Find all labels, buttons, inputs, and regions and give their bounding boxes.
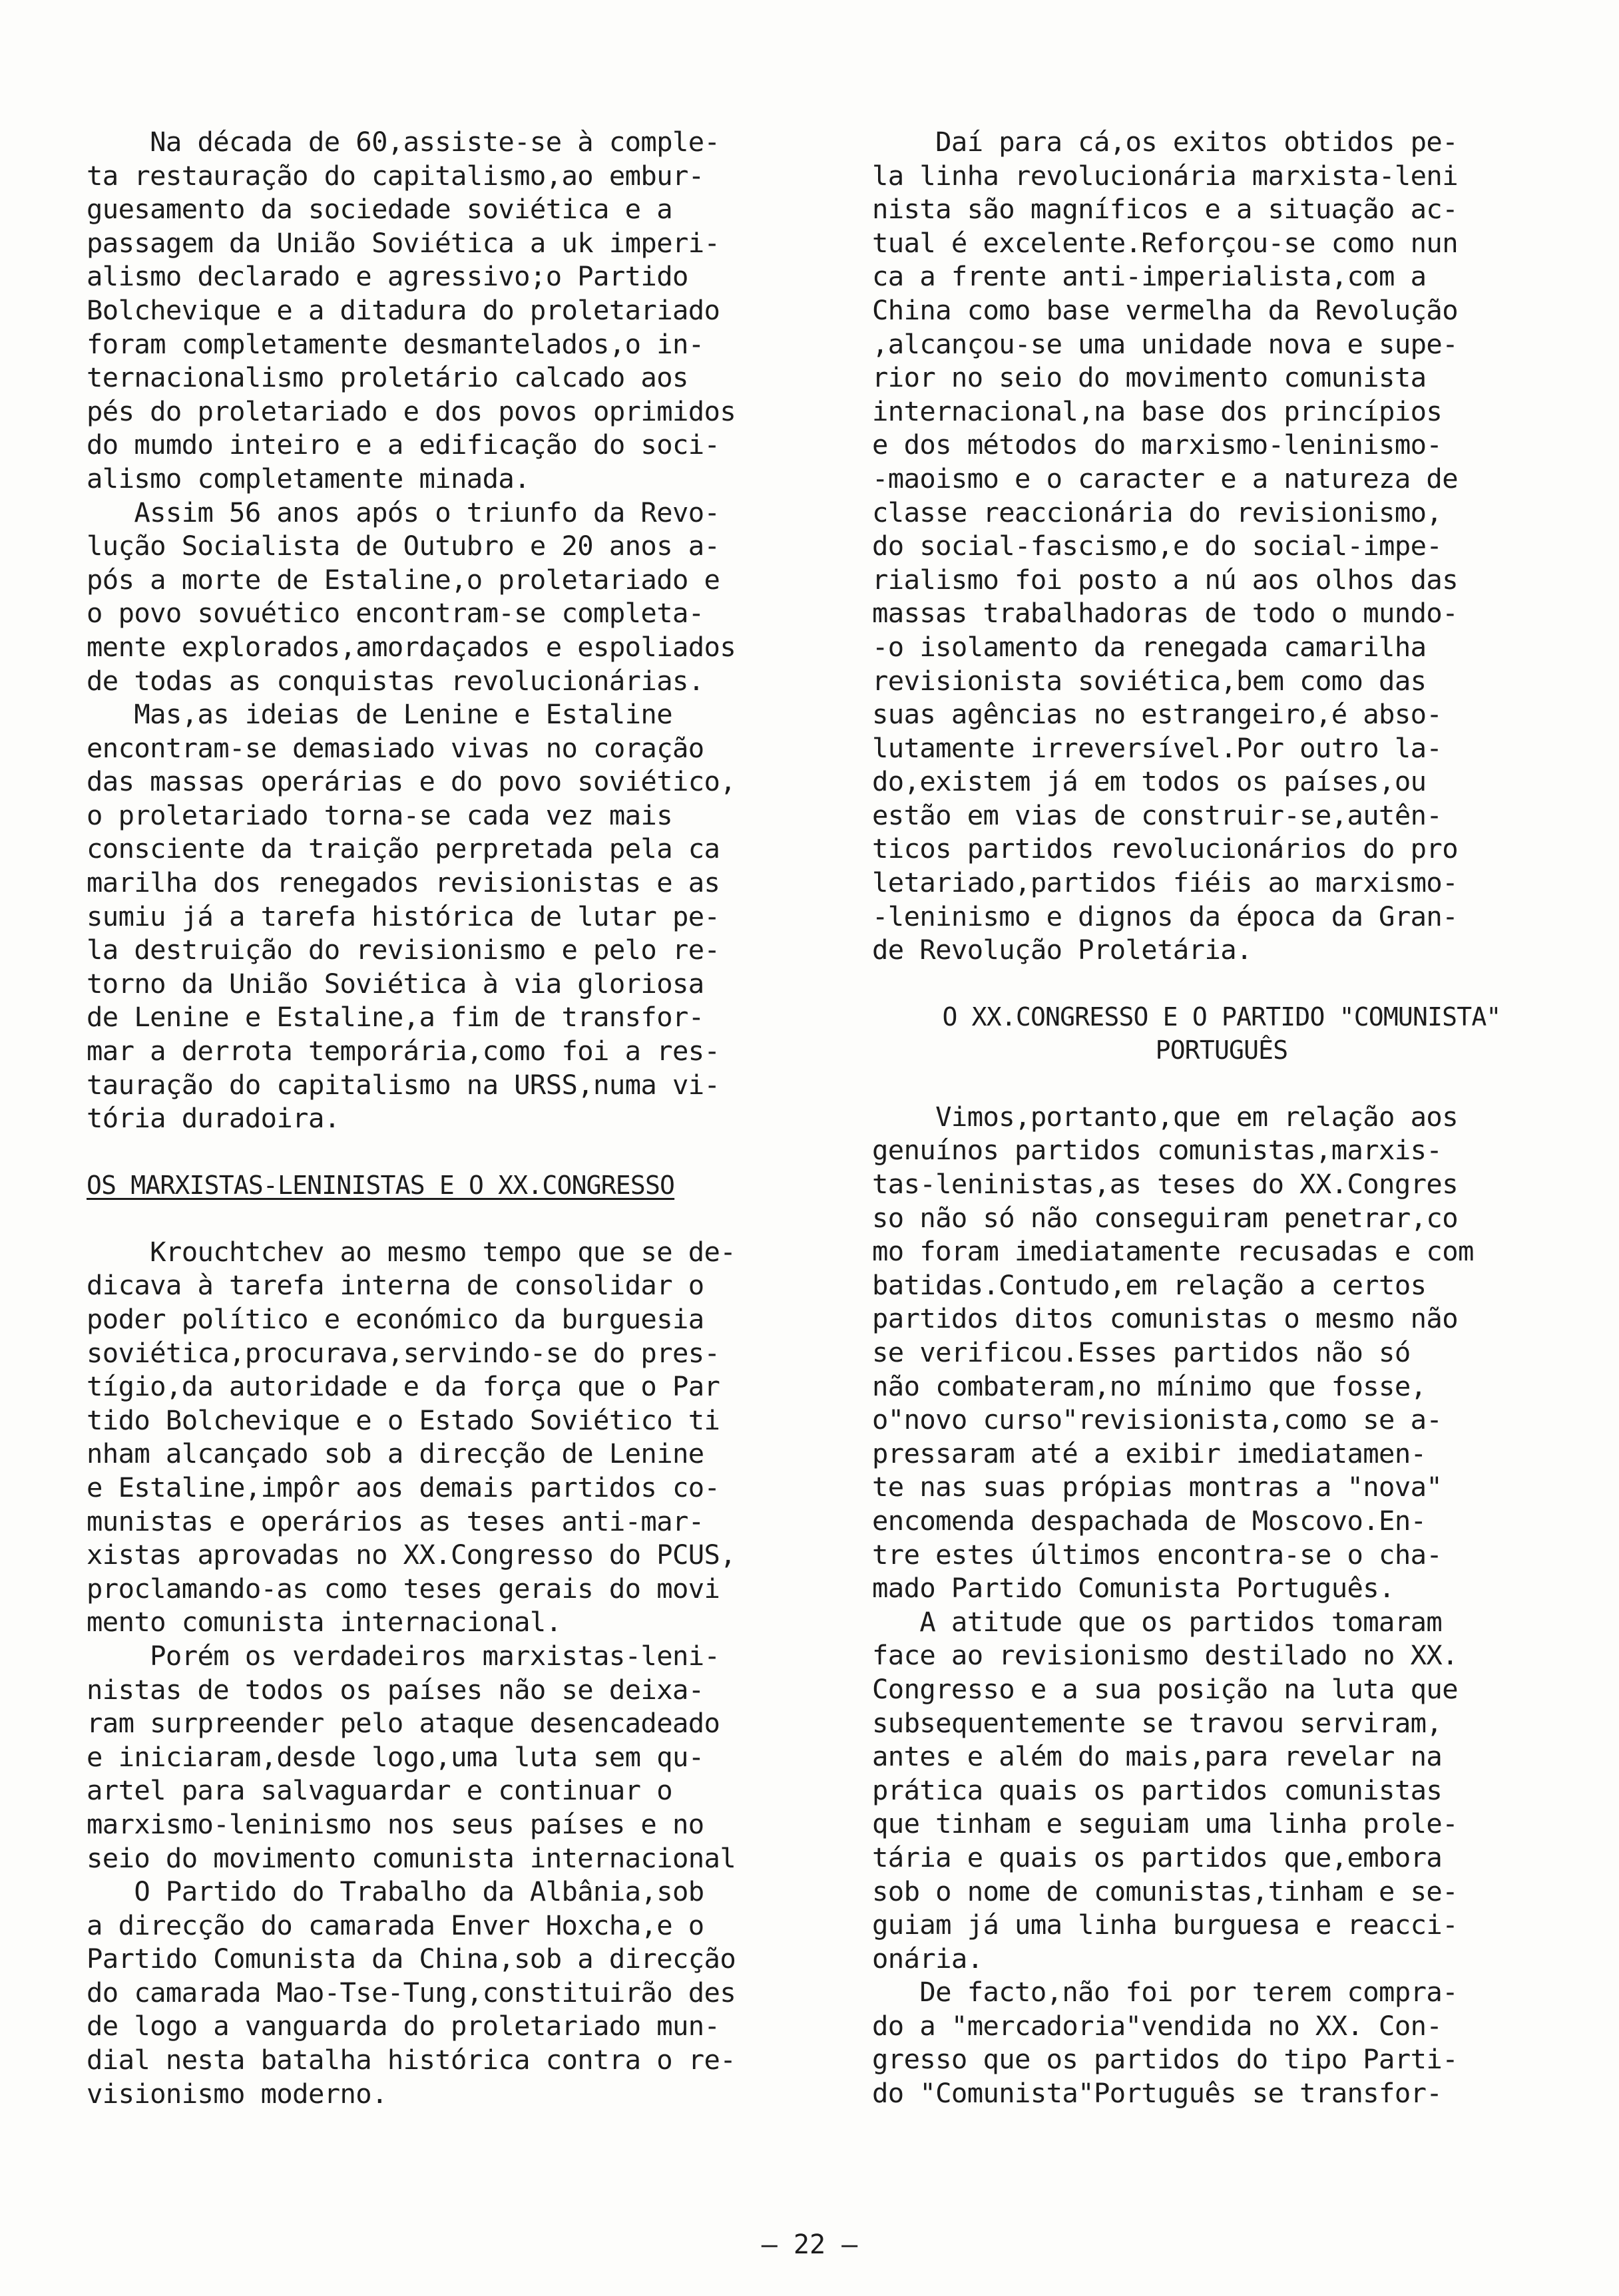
- text-line: munistas e operários as teses anti-mar-: [87, 1505, 704, 1537]
- text-line: visionismo moderno.: [87, 2077, 387, 2110]
- text-line: o proletariado torna-se cada vez mais: [87, 799, 672, 831]
- paragraph: [87, 1639, 786, 1875]
- text-line: do camarada Mao-Tse-Tung,constituirão des: [87, 1976, 736, 2009]
- text-line: passagem da União Soviética a uk imperi-: [87, 226, 720, 259]
- text-line: e Estaline,impôr aos demais partidos co-: [87, 1471, 720, 1503]
- text-line: -o isolamento da renegada camarilha: [872, 630, 1427, 663]
- text-line: rialismo foi posto a nú aos olhos das: [872, 563, 1458, 596]
- text-line: China como base vermelha da Revolução: [872, 293, 1458, 326]
- text-line: encomenda despachada de Moscovo.En-: [872, 1504, 1427, 1537]
- text-line: letariado,partidos fiéis ao marxismo-: [872, 866, 1458, 899]
- text-line: ticos partidos revolucionários do pro: [872, 833, 1458, 865]
- text-line: tória duradoira.: [87, 1102, 340, 1135]
- text-line: la linha revolucionária marxista-leni: [872, 159, 1458, 192]
- text-line: o"novo curso"revisionista,como se a-: [872, 1404, 1443, 1436]
- text-line: do social-fascismo,e do social-impe-: [872, 530, 1443, 562]
- paragraph: [87, 1235, 786, 1639]
- text-line: o povo sovuético encontram-se completa-: [87, 597, 704, 630]
- text-line: dicava à tarefa interna de consolidar o: [87, 1269, 704, 1302]
- text-line: dial nesta batalha histórica contra o re-: [87, 2044, 736, 2076]
- text-line: nistas de todos os países não se deixa-: [87, 1673, 704, 1706]
- text-line: Bolchevique e a ditadura do proletariado: [87, 293, 720, 326]
- text-line: Mas,as ideias de Lenine e Estaline: [87, 698, 672, 731]
- text-line: mado Partido Comunista Português.: [872, 1572, 1395, 1605]
- text-line: consciente da traição perpretada pela ca: [87, 833, 720, 865]
- text-line: A atitude que os partidos tomaram: [872, 1605, 1443, 1638]
- text-line: sumiu já a tarefa histórica de lutar pe-: [87, 900, 720, 932]
- text-line: so não só não conseguiram penetrar,co: [872, 1201, 1458, 1234]
- text-line: pressaram até a exibir imediatamen-: [872, 1437, 1427, 1469]
- text-line: do a "mercadoria"vendida no XX. Con-: [872, 2009, 1443, 2042]
- text-line: do mumdo inteiro e a edificação do soci-: [87, 429, 720, 461]
- text-line: De facto,não foi por terem compra-: [872, 1976, 1458, 2009]
- text-line: subsequentemente se travou serviram,: [872, 1706, 1443, 1739]
- text-line: ta restauração do capitalismo,ao embur-: [87, 159, 704, 192]
- text-line: de todas as conquistas revolucionárias.: [87, 664, 704, 697]
- text-line: que tinham e seguiam uma linha prole-: [872, 1808, 1458, 1840]
- text-line: nista são magníficos e a situação ac-: [872, 193, 1458, 226]
- text-line: estão em vias de construir-se,autên-: [872, 799, 1443, 831]
- text-line: de Revolução Proletária.: [872, 934, 1252, 966]
- section-heading-pcp-line2: PORTUGUÊS: [1155, 1035, 1288, 1065]
- text-line: não combateram,no mínimo que fosse,: [872, 1370, 1427, 1402]
- paragraph: [872, 1975, 1571, 2110]
- text-line: -maoismo e o caracter e a natureza de: [872, 462, 1458, 494]
- text-line: Krouchtchev ao mesmo tempo que se de-: [87, 1235, 736, 1268]
- text-line: tauração do capitalismo na URSS,numa vi-: [87, 1068, 720, 1101]
- text-line: Na década de 60,assiste-se à comple-: [87, 126, 720, 158]
- text-line: antes e além do mais,para revelar na: [872, 1740, 1443, 1773]
- text-line: marilha dos renegados revisionistas e as: [87, 866, 720, 899]
- right-column: [872, 125, 1571, 2110]
- text-line: guiam já uma linha burguesa e reacci-: [872, 1909, 1458, 1941]
- text-line: de logo a vanguarda do proletariado mun-: [87, 2010, 720, 2042]
- text-line: alismo declarado e agressivo;o Partido: [87, 260, 688, 293]
- text-line: foram completamente desmantelados,o in-: [87, 327, 704, 360]
- text-line: pós a morte de Estaline,o proletariado e: [87, 563, 720, 596]
- text-line: mo foram imediatamente recusadas e com: [872, 1235, 1474, 1268]
- text-line: rior no seio do movimento comunista: [872, 361, 1427, 394]
- text-line: massas trabalhadoras de todo o mundo-: [872, 597, 1458, 630]
- text-line: mente explorados,amordaçados e espoliados: [87, 630, 736, 663]
- text-line: genuínos partidos comunistas,marxis-: [872, 1134, 1443, 1167]
- text-line: marxismo-leninismo nos seus países e no: [87, 1808, 704, 1840]
- text-line: te nas suas própias montras a "nova": [872, 1471, 1443, 1503]
- text-line: tual é excelente.Reforçou-se como nun: [872, 226, 1458, 259]
- text-line: sob o nome de comunistas,tinham e se-: [872, 1875, 1458, 1907]
- section-heading-marxistas: OS MARXISTAS-LENINISTAS E O XX.CONGRESSO: [87, 1170, 675, 1200]
- text-line: mar a derrota temporária,como foi a res-: [87, 1035, 720, 1067]
- text-line: revisionista soviética,bem como das: [872, 664, 1427, 697]
- text-line: torno da União Soviética à via gloriosa: [87, 967, 704, 1000]
- paragraph: [87, 1875, 786, 2110]
- text-line: de Lenine e Estaline,a fim de transfor-: [87, 1001, 704, 1034]
- section-heading-pcp-line1: O XX.CONGRESSO E O PARTIDO "COMUNISTA": [942, 1002, 1501, 1032]
- left-column: [87, 125, 786, 2110]
- text-line: suas agências no estrangeiro,é abso-: [872, 698, 1443, 731]
- text-line: onária.: [872, 1942, 983, 1975]
- text-line: seio do movimento comunista internacional: [87, 1841, 736, 1874]
- text-line: prática quais os partidos comunistas: [872, 1774, 1443, 1806]
- text-line: lução Socialista de Outubro e 20 anos a-: [87, 530, 720, 562]
- text-line: do,existem já em todos os países,ou: [872, 765, 1427, 798]
- paragraph: [872, 1605, 1571, 1976]
- text-line: internacional,na base dos princípios: [872, 395, 1443, 427]
- text-line: O Partido do Trabalho da Albânia,sob: [87, 1875, 704, 1908]
- text-line: tária e quais os partidos que,embora: [872, 1841, 1443, 1873]
- text-line: Assim 56 anos após o triunfo da Revo-: [87, 496, 720, 528]
- text-line: do "Comunista"Português se transfor-: [872, 2077, 1443, 2110]
- page-number: — 22 —: [761, 2229, 858, 2260]
- text-line: tas-leninistas,as teses do XX.Congres: [872, 1168, 1458, 1201]
- text-line: face ao revisionismo destilado no XX.: [872, 1639, 1458, 1672]
- text-line: ram surpreender pelo ataque desencadeado: [87, 1707, 720, 1740]
- text-line: ternacionalismo proletário calcado aos: [87, 361, 688, 394]
- paragraph: [87, 496, 786, 698]
- text-line: tre estes últimos encontra-se o cha-: [872, 1538, 1443, 1571]
- text-line: classe reaccionária do revisionismo,: [872, 496, 1443, 528]
- text-line: Congresso e a sua posição na luta que: [872, 1672, 1458, 1705]
- text-line: poder político e económico da burguesia: [87, 1303, 704, 1335]
- text-line: Partido Comunista da China,sob a direcção: [87, 1943, 736, 1975]
- paragraph: [87, 125, 786, 496]
- text-line: gresso que os partidos do tipo Parti-: [872, 2043, 1458, 2076]
- text-line: la destruição do revisionismo e pelo re-: [87, 934, 720, 966]
- text-line: lutamente irreversível.Por outro la-: [872, 731, 1443, 764]
- text-line: tígio,da autoridade e da força que o Par: [87, 1370, 720, 1403]
- text-line: tido Bolchevique e o Estado Soviético ti: [87, 1404, 720, 1436]
- text-line: nham alcançado sob a direcção de Lenine: [87, 1437, 704, 1470]
- text-line: Porém os verdadeiros marxistas-leni-: [87, 1639, 720, 1672]
- text-line: partidos ditos comunistas o mesmo não: [872, 1302, 1458, 1335]
- text-line: -leninismo e dignos da época da Gran-: [872, 900, 1458, 932]
- text-line: Vimos,portanto,que em relação aos: [872, 1100, 1458, 1133]
- paragraph: [872, 1100, 1571, 1605]
- text-line: ca a frente anti-imperialista,com a: [872, 260, 1427, 293]
- text-line: ,alcançou-se uma unidade nova e supe-: [872, 327, 1458, 360]
- text-line: batidas.Contudo,em relação a certos: [872, 1268, 1427, 1301]
- text-line: proclamando-as como teses gerais do movi: [87, 1572, 720, 1605]
- text-line: e dos métodos do marxismo-leninismo-: [872, 429, 1443, 461]
- text-line: guesamento da sociedade soviética e a: [87, 193, 672, 226]
- paragraph: [872, 125, 1571, 967]
- paragraph: [87, 697, 786, 1135]
- text-line: encontram-se demasiado vivas no coração: [87, 731, 704, 764]
- text-line: alismo completamente minada.: [87, 462, 530, 494]
- text-line: e iniciaram,desde logo,uma luta sem qu-: [87, 1740, 704, 1773]
- text-line: xistas aprovadas no XX.Congresso do PCUS,: [87, 1539, 736, 1571]
- text-line: soviética,procurava,servindo-se do pres-: [87, 1336, 720, 1369]
- text-line: Daí para cá,os exitos obtidos pe-: [872, 126, 1458, 158]
- text-line: a direcção do camarada Enver Hoxcha,e o: [87, 1909, 704, 1941]
- text-line: pés do proletariado e dos povos oprimidos: [87, 395, 736, 427]
- text-line: das massas operárias e do povo soviético,: [87, 765, 736, 798]
- text-line: se verificou.Esses partidos não só: [872, 1336, 1411, 1368]
- text-line: artel para salvaguardar e continuar o: [87, 1774, 672, 1807]
- text-line: mento comunista internacional.: [87, 1606, 562, 1638]
